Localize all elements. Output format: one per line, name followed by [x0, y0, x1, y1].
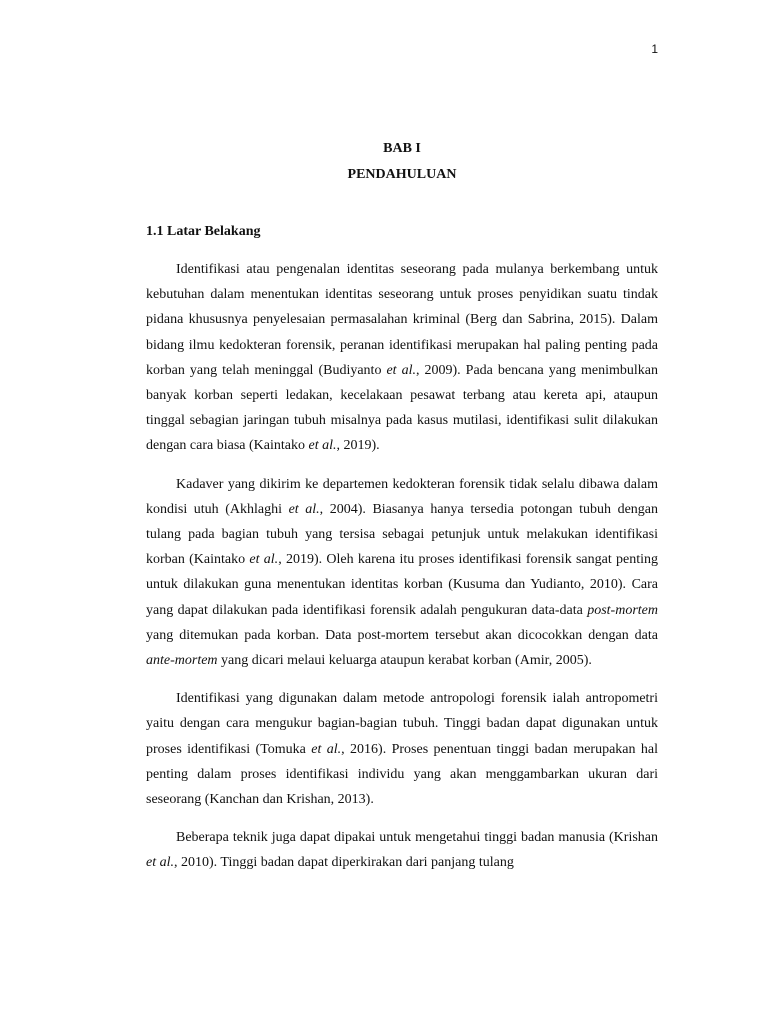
italic-run: ante-mortem — [146, 653, 218, 669]
italic-run: et al. — [249, 552, 279, 568]
text-run: Identifikasi yang digunakan dalam metode antropologi forensik ialah antropometri yaitu dengan cara mengukur bagian-bagian tubuh. Tinggi badan dapat digunakan untuk proses identifikasi (Tomuka — [146, 691, 658, 757]
paragraph-1 — [146, 257, 658, 459]
text-run: , 2004). Biasanya hanya tersedia potongan tubuh dengan tulang pada bagian tubuh yang tersisa sebagai petunjuk untuk melakukan identifikasi korban (Kaintako — [146, 501, 658, 568]
chapter-header — [146, 136, 658, 188]
section-heading: 1.1 Latar Belakang — [146, 224, 261, 239]
page-number: 1 — [651, 42, 658, 56]
text-run: Identifikasi atau pengenalan identitas seseorang pada mulanya berkembang untuk kebutuhan dalam menentukan identitas seseorang untuk proses penyidikan suatu tindak pidana khususnya penyelesaian permasalahan kriminal (Berg dan Sabrina, 2015). Dalam bidang ilmu kedokteran forensik, peranan identifikasi merupakan hal paling penting pada korban yang telah meninggal (Budiyanto — [146, 262, 658, 378]
italic-run: et al. — [146, 855, 174, 871]
text-run: , 2016). Proses penentuan tinggi badan merupakan hal penting dalam proses identifikasi individu yang akan menggambarkan ukuran dari seseorang (Kanchan dan Krishan, 2013). — [146, 741, 658, 808]
text-run: yang dicari melaui keluarga ataupun kerabat korban (Amir, 2005). — [217, 653, 592, 669]
body-text — [146, 257, 658, 889]
italic-run: et al. — [311, 741, 342, 757]
paragraph-3 — [146, 686, 658, 812]
chapter-number: BAB I — [383, 141, 421, 156]
text-run: , 2009). Pada bencana yang menimbulkan banyak korban seperti ledakan, kecelakaan pesawat terbang atau kereta api, ataupun tinggal sebagian jaringan tubuh misalnya pada kasus mutilasi, identifikasi sulit dilakukan dengan cara biasa (Kaintako — [146, 362, 658, 454]
italic-run: et al. — [308, 438, 337, 454]
text-run: yang ditemukan pada korban. Data post-mortem tersebut akan dicocokkan dengan data — [146, 627, 658, 643]
chapter-title: PENDAHULUAN — [347, 167, 457, 182]
text-run: , 2010). Tinggi badan dapat diperkirakan dari panjang tulang — [174, 855, 514, 871]
text-run: Beberapa teknik juga dapat dipakai untuk mengetahui tinggi badan manusia (Krishan — [176, 830, 658, 846]
paragraph-4 — [146, 825, 658, 875]
italic-run: et al. — [288, 501, 320, 517]
text-run: Kadaver yang dikirim ke departemen kedokteran forensik tidak selalu dibawa dalam kondisi utuh (Akhlaghi — [146, 476, 658, 517]
text-run: , 2019). — [336, 438, 380, 454]
italic-run: post-mortem — [587, 602, 658, 618]
italic-run: et al. — [386, 362, 416, 378]
paragraph-2 — [146, 472, 658, 674]
text-run: , 2019). Oleh karena itu proses identifikasi forensik sangat penting untuk dilakukan guna menentukan identitas korban (Kusuma dan Yudianto, 2010). Cara yang dapat dilakukan pada identifikasi forensik adalah pengukuran data-data — [146, 552, 659, 618]
